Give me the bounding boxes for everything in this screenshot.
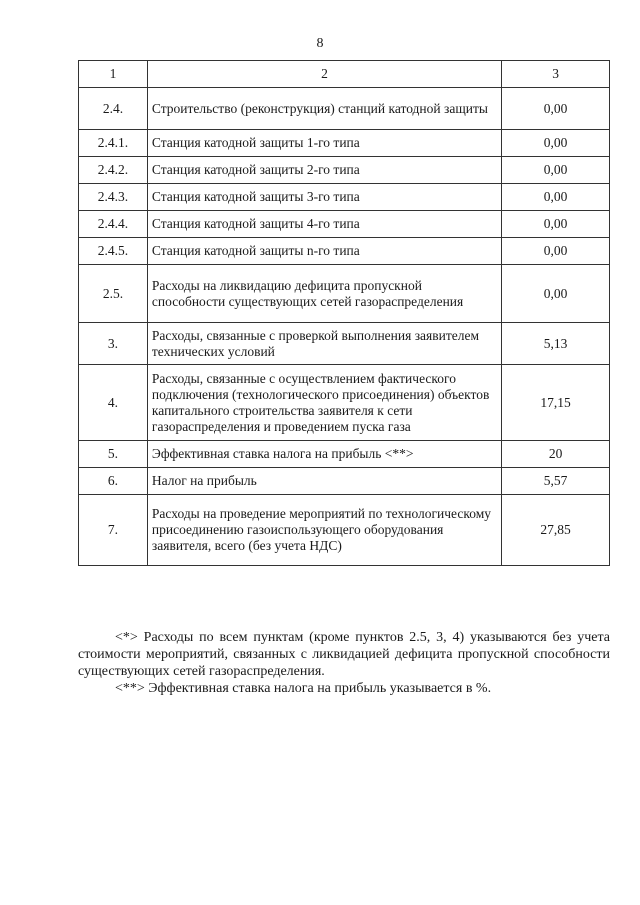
row-number: 3.	[79, 323, 148, 365]
table-row	[79, 184, 610, 211]
row-description: Расходы на ликвидацию дефицита пропускной способности существующих сетей газораспределения	[147, 265, 501, 323]
table-row	[79, 265, 610, 323]
row-value: 27,85	[502, 495, 610, 566]
row-description: Налог на прибыль	[147, 468, 501, 495]
row-number: 5.	[79, 441, 148, 468]
table-row	[79, 211, 610, 238]
row-number: 2.4.1.	[79, 130, 148, 157]
footnote-1: <*> Расходы по всем пунктам (кроме пунктов 2.5, 3, 4) указываются без учета стоимости мероприятий, связанных с ликвидацией дефицита пропускной способности существующих сетей газораспределения.	[78, 630, 610, 679]
header-col-2: 2	[147, 61, 501, 88]
row-number: 2.4.5.	[79, 238, 148, 265]
row-description: Станция катодной защиты 4-го типа	[147, 211, 501, 238]
row-number: 2.4.4.	[79, 211, 148, 238]
row-number: 7.	[79, 495, 148, 566]
row-number: 4.	[79, 365, 148, 441]
table-header-row	[79, 61, 610, 88]
row-value: 5,13	[502, 323, 610, 365]
row-description: Станция катодной защиты 2-го типа	[147, 157, 501, 184]
row-value: 0,00	[502, 157, 610, 184]
table-row	[79, 88, 610, 130]
header-col-1: 1	[79, 61, 148, 88]
row-description: Станция катодной защиты 3-го типа	[147, 184, 501, 211]
header-col-3: 3	[502, 61, 610, 88]
row-description: Расходы, связанные с проверкой выполнения заявителем технических условий	[147, 323, 501, 365]
row-value: 0,00	[502, 211, 610, 238]
row-description: Строительство (реконструкция) станций катодной защиты	[147, 88, 501, 130]
row-value: 17,15	[502, 365, 610, 441]
row-description: Станция катодной защиты 1-го типа	[147, 130, 501, 157]
row-number: 2.4.	[79, 88, 148, 130]
row-description: Станция катодной защиты n-го типа	[147, 238, 501, 265]
row-description: Расходы, связанные с осуществлением фактического подключения (технологического присоединения) объектов капитального строительства заявителя к сети газораспределения и проведением пуска газа	[147, 365, 501, 441]
row-value: 0,00	[502, 130, 610, 157]
row-number: 2.4.3.	[79, 184, 148, 211]
table-row	[79, 238, 610, 265]
row-value: 0,00	[502, 238, 610, 265]
row-description: Расходы на проведение мероприятий по технологическому присоединению газоиспользующего оборудования заявителя, всего (без учета НДС)	[147, 495, 501, 566]
row-number: 2.4.2.	[79, 157, 148, 184]
footnotes	[78, 629, 610, 697]
table-row	[79, 441, 610, 468]
row-value: 0,00	[502, 88, 610, 130]
table-row	[79, 323, 610, 365]
row-value: 5,57	[502, 468, 610, 495]
row-value: 0,00	[502, 265, 610, 323]
table-row	[79, 495, 610, 566]
row-description: Эффективная ставка налога на прибыль <**>	[147, 441, 501, 468]
table-row	[79, 468, 610, 495]
table-row	[79, 130, 610, 157]
page-number: 8	[316, 36, 324, 51]
cost-table	[78, 60, 610, 566]
row-number: 6.	[79, 468, 148, 495]
table-row	[79, 365, 610, 441]
footnote-2: <**> Эффективная ставка налога на прибыль указывается в %.	[115, 681, 492, 696]
row-value: 0,00	[502, 184, 610, 211]
table-row	[79, 157, 610, 184]
row-value: 20	[502, 441, 610, 468]
row-number: 2.5.	[79, 265, 148, 323]
